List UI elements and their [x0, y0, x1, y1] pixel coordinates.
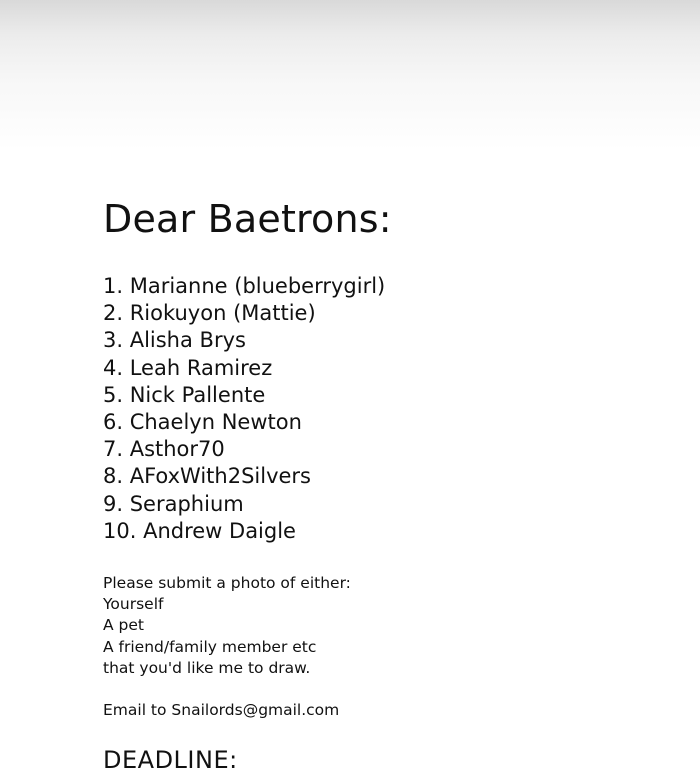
instructions-closing: that you'd like me to draw. — [103, 658, 311, 677]
top-shadow-gradient — [0, 0, 700, 150]
email-line: Email to Snailords@gmail.com — [103, 701, 340, 719]
list-item: 3. Alisha Brys — [103, 328, 246, 353]
list-item: 5. Nick Pallente — [103, 382, 266, 407]
deadline-heading: DEADLINE: — [103, 746, 238, 768]
list-item: 4. Leah Ramirez — [103, 355, 273, 380]
letter-title: Dear Baetrons: — [103, 197, 392, 241]
instruction-option: A friend/family member etc — [103, 637, 317, 656]
instruction-option: Yourself — [103, 595, 164, 614]
list-item: 1. Marianne (blueberrygirl) — [103, 274, 386, 298]
list-item: 6. Chaelyn Newton — [103, 410, 302, 435]
instruction-option: A pet — [103, 616, 144, 635]
submission-instructions — [103, 573, 351, 679]
list-item: 8. AFoxWith2Silvers — [103, 464, 312, 489]
letter-content — [103, 195, 683, 768]
list-item: 2. Riokuyon (Mattie) — [103, 301, 316, 326]
instructions-lead: Please submit a photo of either: — [103, 574, 351, 592]
list-item: 7. Asthor70 — [103, 437, 225, 462]
list-item: 9. Seraphium — [103, 491, 244, 516]
winners-list — [103, 273, 385, 545]
list-item: 10. Andrew Daigle — [103, 518, 296, 543]
